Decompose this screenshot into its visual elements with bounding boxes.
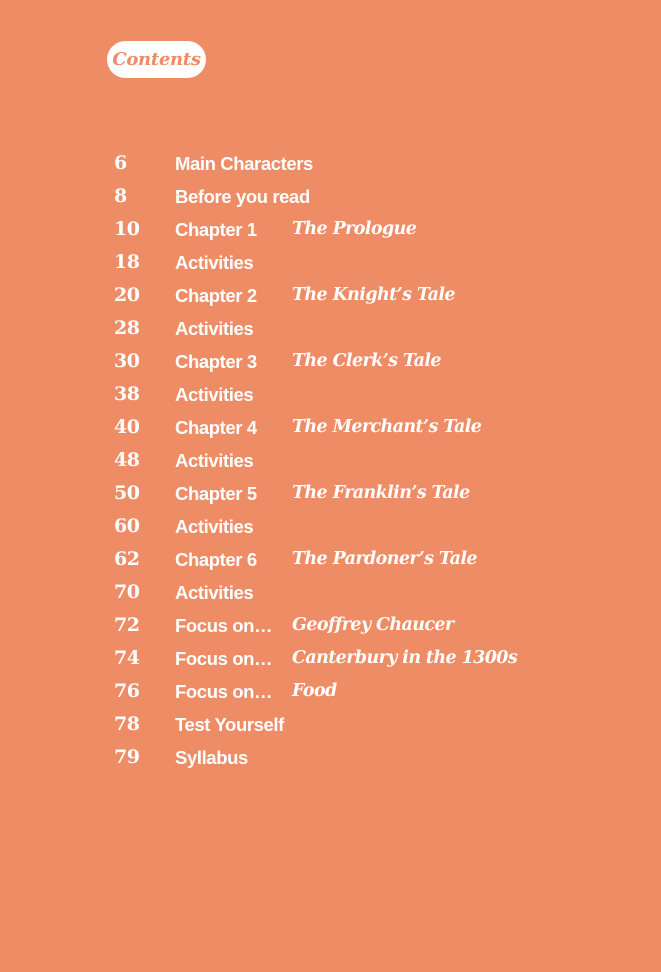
toc-section-label: Activities — [175, 450, 254, 471]
toc-entry[interactable] — [114, 642, 634, 675]
toc-section-label: Activities — [175, 384, 254, 405]
toc-entry[interactable] — [114, 708, 634, 741]
toc-entry[interactable] — [114, 312, 634, 345]
toc-section-title: The Prologue — [292, 219, 417, 239]
toc-section-label: Activities — [175, 318, 254, 339]
toc-page-number: 18 — [114, 251, 140, 273]
toc-section-label: Chapter 3 — [175, 351, 257, 372]
toc-entry[interactable] — [114, 345, 634, 378]
toc-page-number: 6 — [114, 152, 127, 174]
toc-entry[interactable] — [114, 180, 634, 213]
toc-section-label: Focus on… — [175, 648, 273, 669]
toc-page-number: 72 — [114, 614, 140, 636]
toc-section-title: The Merchant’s Tale — [292, 417, 482, 437]
toc-entry[interactable] — [114, 411, 634, 444]
toc-entry[interactable] — [114, 147, 634, 180]
toc-entry[interactable] — [114, 246, 634, 279]
toc-page-number: 76 — [114, 680, 140, 702]
toc-page-number: 48 — [114, 449, 140, 471]
toc-page-number: 74 — [114, 647, 140, 669]
toc-page-number: 28 — [114, 317, 140, 339]
toc-section-title: Food — [292, 681, 337, 701]
toc-section-label: Before you read — [175, 186, 310, 207]
toc-page-number: 10 — [114, 218, 140, 240]
toc-section-label: Syllabus — [175, 747, 248, 768]
toc-entry[interactable] — [114, 609, 634, 642]
toc-entry[interactable] — [114, 576, 634, 609]
toc-page-number: 78 — [114, 713, 140, 735]
toc-section-label: Main Characters — [175, 153, 313, 174]
toc-page-number: 38 — [114, 383, 140, 405]
toc-page-number: 60 — [114, 515, 140, 537]
toc-page-number: 70 — [114, 581, 140, 603]
toc-section-label: Chapter 2 — [175, 285, 257, 306]
toc-page-number: 20 — [114, 284, 140, 306]
toc-entry[interactable] — [114, 477, 634, 510]
toc-page-number: 8 — [114, 185, 127, 207]
contents-heading: Contents — [112, 49, 201, 70]
toc-section-label: Focus on… — [175, 681, 273, 702]
toc-entry[interactable] — [114, 279, 634, 312]
contents-heading-badge — [107, 41, 206, 78]
toc-section-title: Geoffrey Chaucer — [292, 615, 454, 635]
toc-section-label: Chapter 6 — [175, 549, 257, 570]
toc-section-title: The Franklin’s Tale — [292, 483, 470, 503]
toc-section-label: Chapter 4 — [175, 417, 257, 438]
toc-section-label: Activities — [175, 582, 254, 603]
toc-section-title: The Pardoner’s Tale — [292, 549, 477, 569]
toc-entry[interactable] — [114, 444, 634, 477]
toc-section-label: Chapter 5 — [175, 483, 257, 504]
table-of-contents — [114, 147, 634, 774]
toc-page-number: 50 — [114, 482, 140, 504]
toc-page-number: 30 — [114, 350, 140, 372]
toc-section-title: The Clerk’s Tale — [292, 351, 441, 371]
toc-entry[interactable] — [114, 675, 634, 708]
toc-section-label: Chapter 1 — [175, 219, 257, 240]
toc-section-label: Test Yourself — [175, 714, 284, 735]
toc-entry[interactable] — [114, 543, 634, 576]
toc-section-label: Focus on… — [175, 615, 273, 636]
toc-entry[interactable] — [114, 378, 634, 411]
toc-page-number: 79 — [114, 746, 140, 768]
toc-section-label: Activities — [175, 516, 254, 537]
toc-entry[interactable] — [114, 510, 634, 543]
toc-page-number: 40 — [114, 416, 140, 438]
toc-entry[interactable] — [114, 213, 634, 246]
toc-section-title: Canterbury in the 1300s — [292, 648, 518, 668]
toc-entry[interactable] — [114, 741, 634, 774]
toc-section-title: The Knight’s Tale — [292, 285, 455, 305]
toc-section-label: Activities — [175, 252, 254, 273]
toc-page-number: 62 — [114, 548, 140, 570]
